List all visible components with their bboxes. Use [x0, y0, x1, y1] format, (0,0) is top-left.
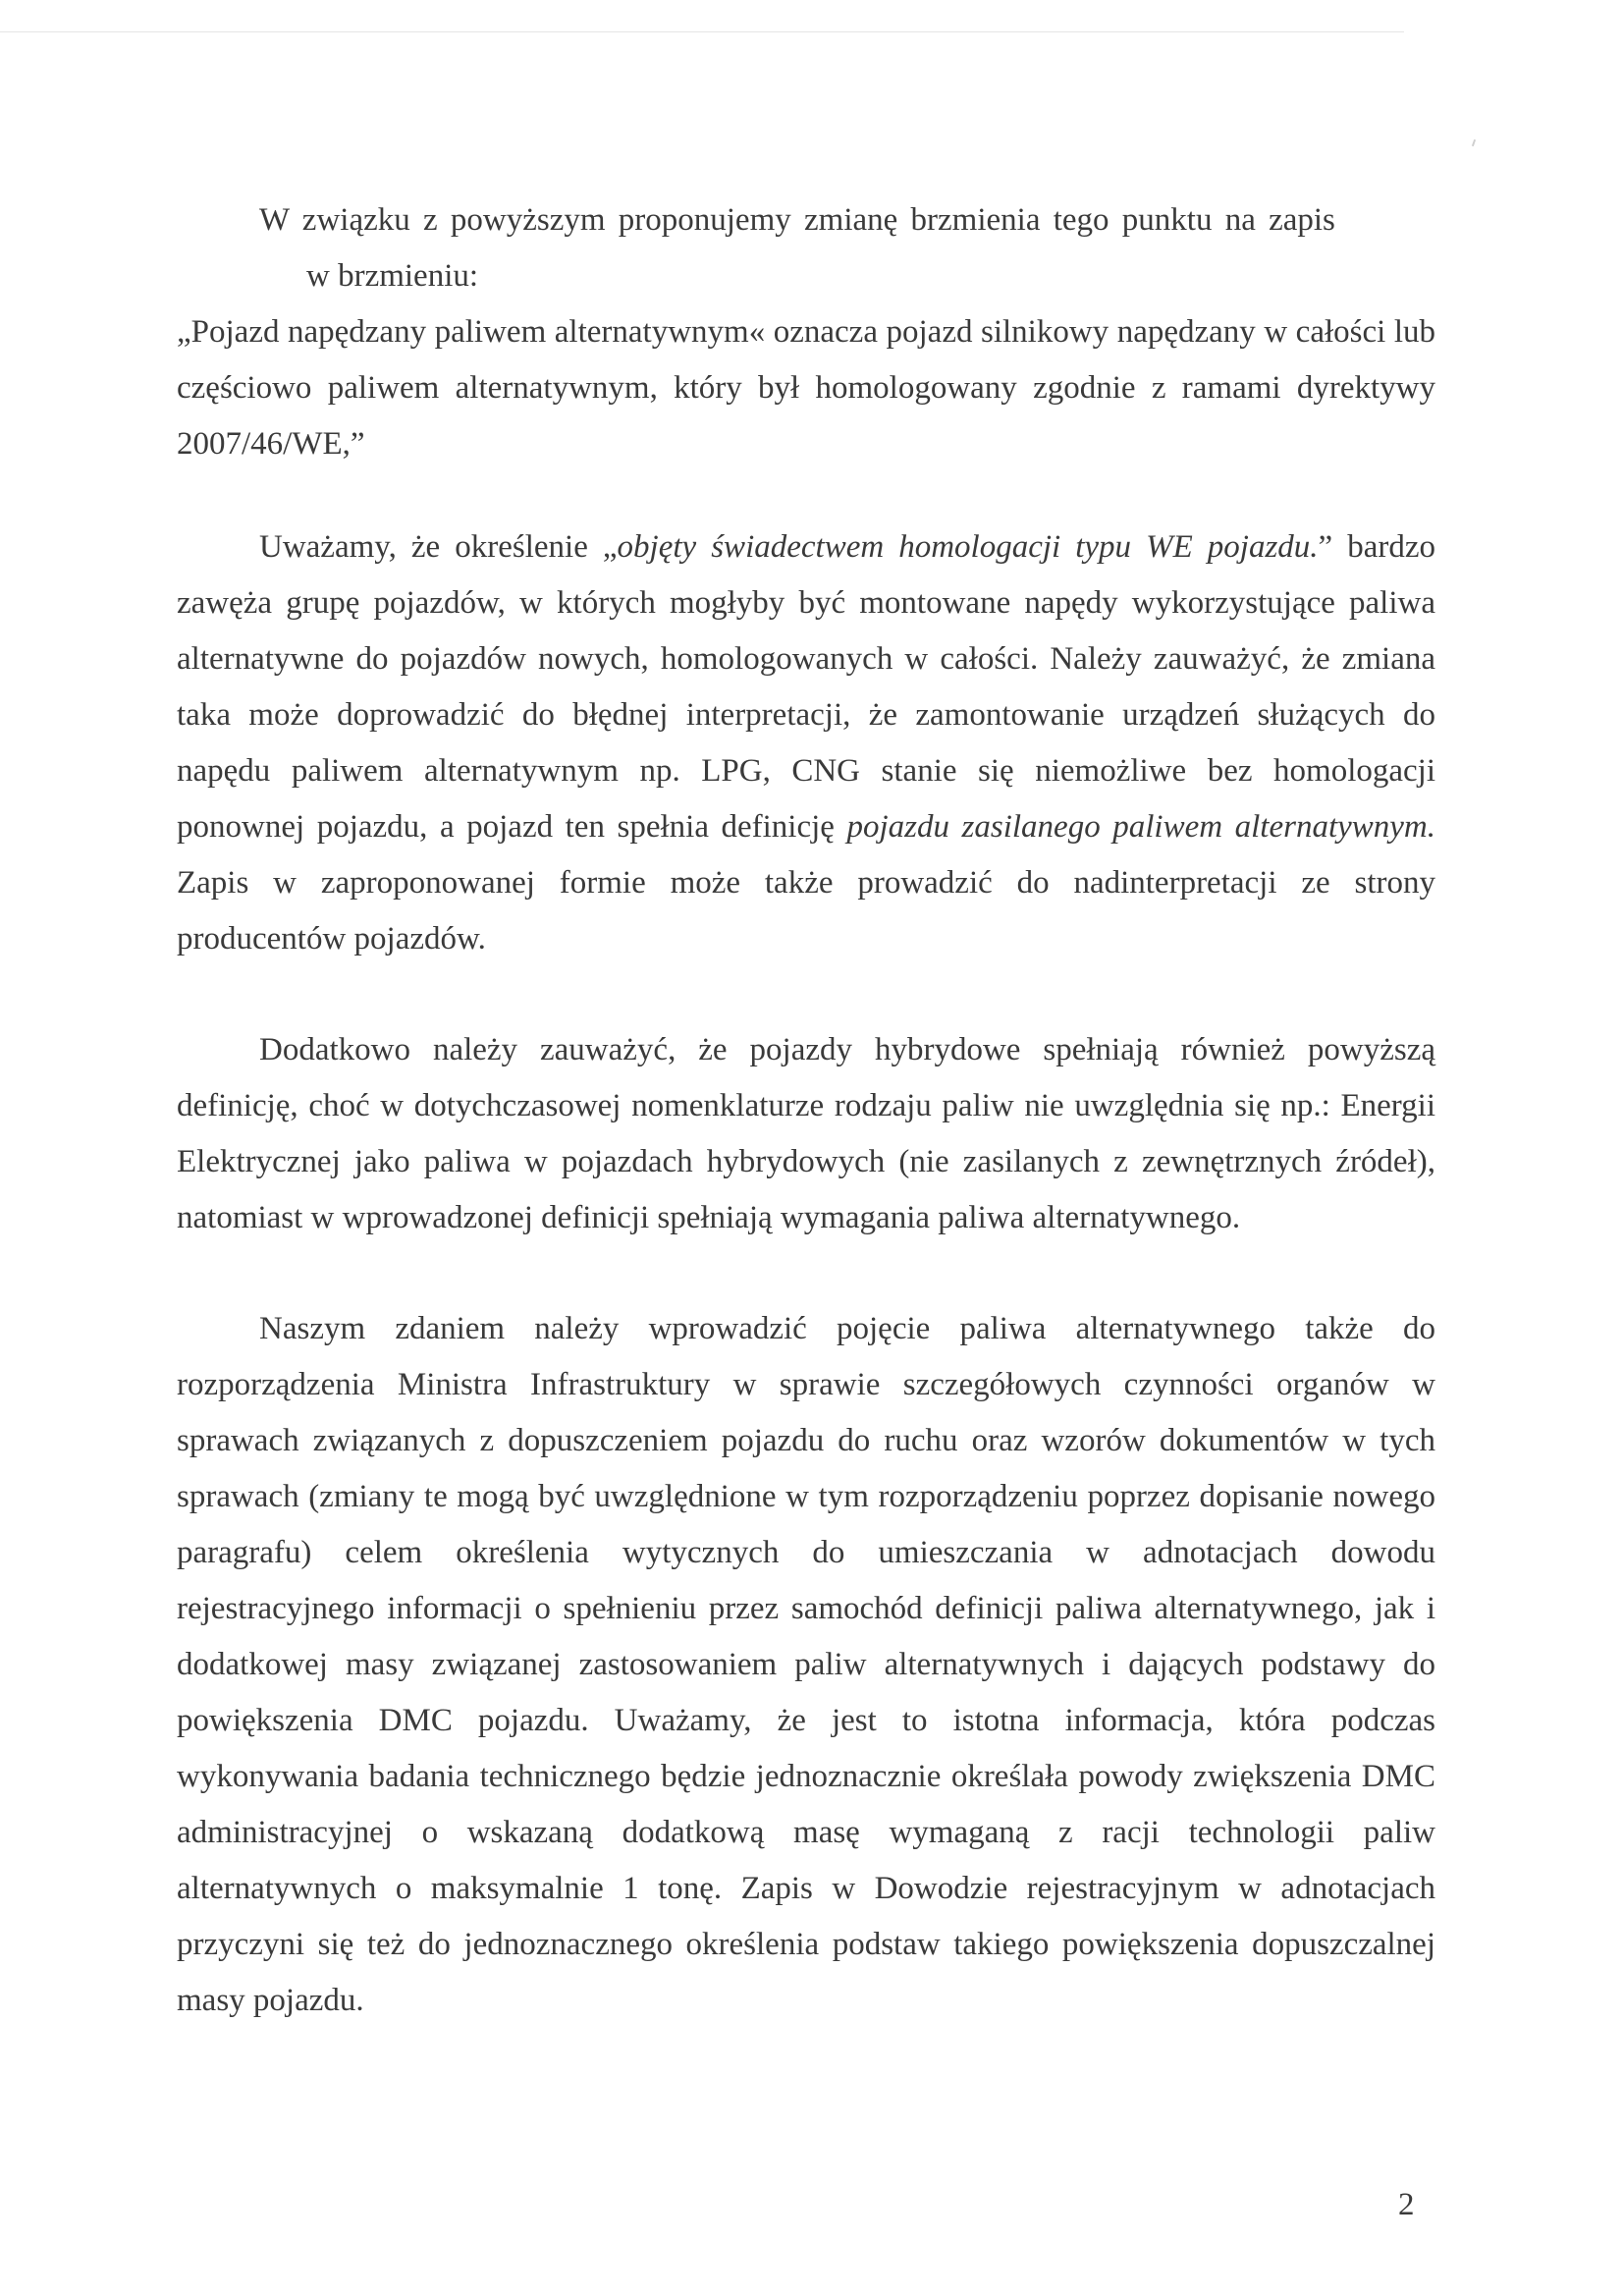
objection-text-middle: ” bardzo zawęża grupę pojazdów, w których mogłyby być montowane napędy wykorzystujące paliwa alternatywne do pojazdów nowych, homologowanych w całości. Należy zauważyć, że zmiana taka może doprowadzić do błędnej interpretacji, że zamontowanie urządzeń służących do napędu paliwem alternatywnym np. LPG, CNG stanie się niemożliwe bez homologacji ponownej pojazdu, a pojazd ten spełnia definicję [177, 529, 1436, 845]
paragraph-regulation-proposal: Naszym zdaniem należy wprowadzić pojęcie paliwa alternatywnego także do rozporządzenia Ministra Infrastruktury w sprawie szczegółowych czynności organów w sprawach związanych z dopuszczeniem pojazdu do ruchu oraz wzorów dokumentów w tych sprawach (zmiany te mogą być uwzględnione w tym rozporządzeniu poprzez dopisanie nowego paragrafu) celem określenia wytycznych do umieszczania w adnotacjach dowodu rejestracyjnego informacji o spełnieniu przez samochód definicji paliwa alternatywnego, jak i dodatkowej masy związanej zastosowaniem paliw alternatywnych i dających podstawy do powiększenia DMC pojazdu. Uważamy, że jest to istotna informacja, która podczas wykonywania badania technicznego będzie jednoznacznie określała powody zwiększenia DMC administracyjnej o wskazaną dodatkową masę wymaganą z racji technologii paliw alternatywnych o maksymalnie 1 tonę. Zapis w Dowodzie rejestracyjnym w adnotacjach przyczyni się też do jednoznacznego określenia podstaw takiego powiększenia dopuszczalnej masy pojazdu. [177, 1311, 1435, 2018]
paragraph-hybrid-vehicles: Dodatkowo należy zauważyć, że pojazdy hybrydowe spełniają również powyższą definicję, choć w dotychczasowej nomenklaturze rodzaju paliw nie uwzględnia się np.: Energii Elektrycznej jako paliwa w pojazdach hybrydowych (nie zasilanych z zewnętrznych źródeł), natomiast w wprowadzonej definicji spełniają wymagania paliwa alternatywnego. [177, 1032, 1435, 1235]
scan-top-edge [0, 31, 1404, 32]
paragraph-proposal-intro: W związku z powyższym proponujemy zmianę brzmienia tego punktu na zapis [259, 202, 1335, 238]
objection-italic-term: pojazdu zasilanego paliwem alternatywnym. [846, 809, 1435, 845]
paragraph-objection [177, 519, 1435, 967]
page-number: 2 [1398, 2187, 1415, 2222]
objection-text-start: Uważamy, że określenie „ [259, 529, 618, 565]
paragraph-proposal-intro-cont: w brzmieniu: [306, 258, 479, 294]
scan-speck [1472, 139, 1476, 146]
objection-text-end: Zapis w zaproponowanej formie może także prowadzić do nadinterpretacji ze strony producentów pojazdów. [177, 865, 1435, 957]
paragraph-proposed-definition: „Pojazd napędzany paliwem alternatywnym« oznacza pojazd silnikowy napędzany w całości lub częściowo paliwem alternatywnym, który był homologowany zgodnie z ramami dyrektywy 2007/46/WE,” [177, 314, 1435, 462]
document-body [177, 192, 1435, 2029]
objection-quoted-phrase: objęty świadectwem homologacji typu WE pojazdu. [617, 529, 1319, 565]
